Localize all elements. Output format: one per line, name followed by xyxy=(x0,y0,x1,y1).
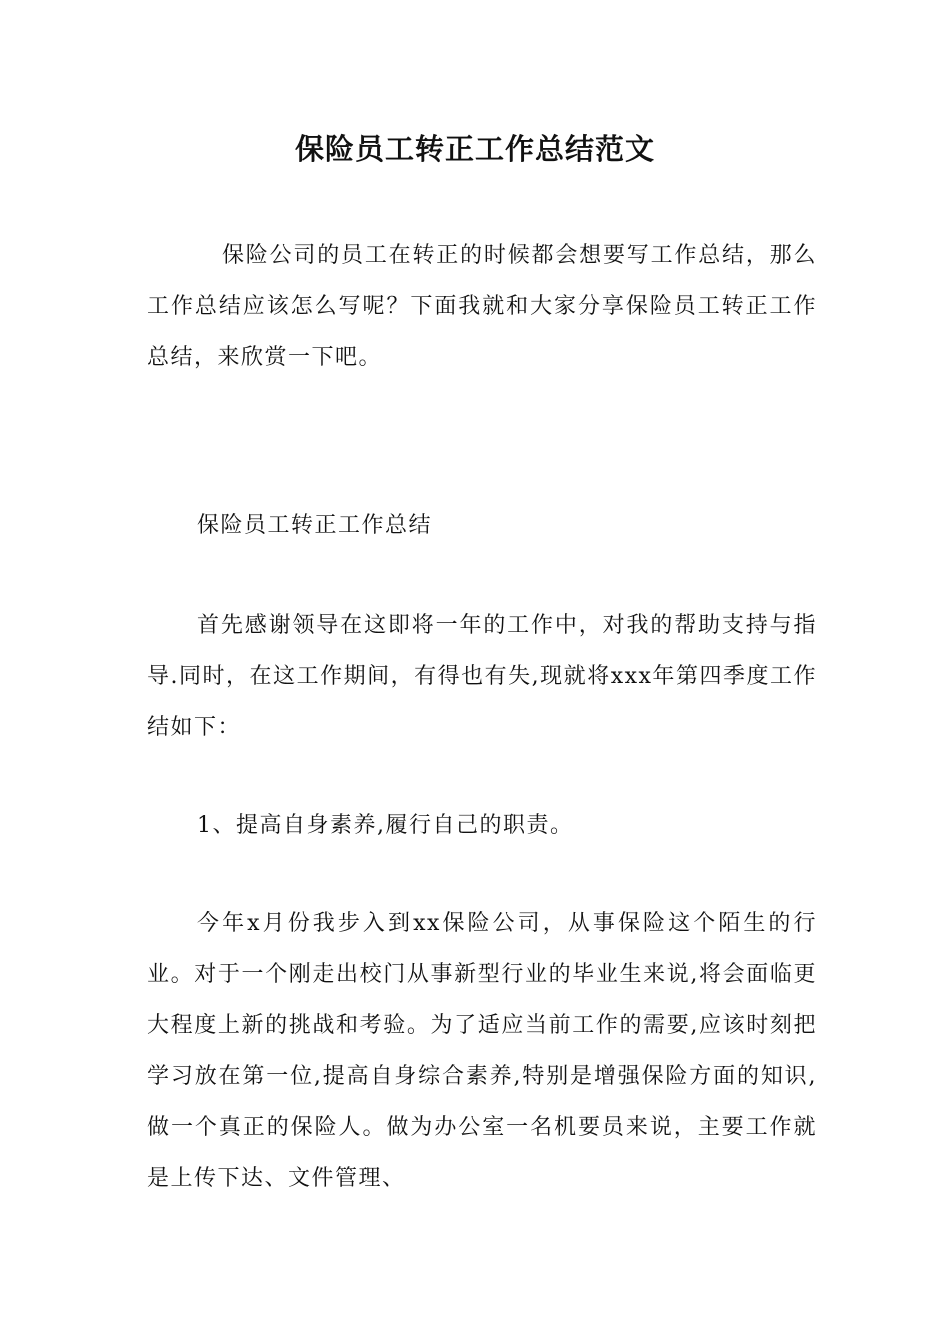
body-paragraph-item-1: 今年x月份我步入到xx保险公司，从事保险这个陌生的行业。对于一个刚走出校门从事新型行业的毕业生来说,将会面临更大程度上新的挑战和考验。为了适应当前工作的需要,应该时刻把学习放在第一位,提高自身综合素养,特别是增强保险方面的知识,做一个真正的保险人。做为办公室一名机要员来说，主要工作就是上传下达、文件管理、 xyxy=(147,911,817,1191)
intro-paragraph: 保险公司的员工在转正的时候都会想要写工作总结，那么工作总结应该怎么写呢？下面我就和大家分享保险员工转正工作总结，来欣赏一下吧。 xyxy=(147,243,817,370)
section-heading: 保险员工转正工作总结 xyxy=(197,513,433,538)
item-heading-1: 1、提高自身素养,履行自己的职责。 xyxy=(197,813,574,838)
document-title: 保险员工转正工作总结范文 xyxy=(294,132,655,166)
body-paragraph-thanks: 首先感谢领导在这即将一年的工作中，对我的帮助支持与指导.同时，在这工作期间，有得也有失,现就将xxx年第四季度工作结如下： xyxy=(147,613,817,740)
